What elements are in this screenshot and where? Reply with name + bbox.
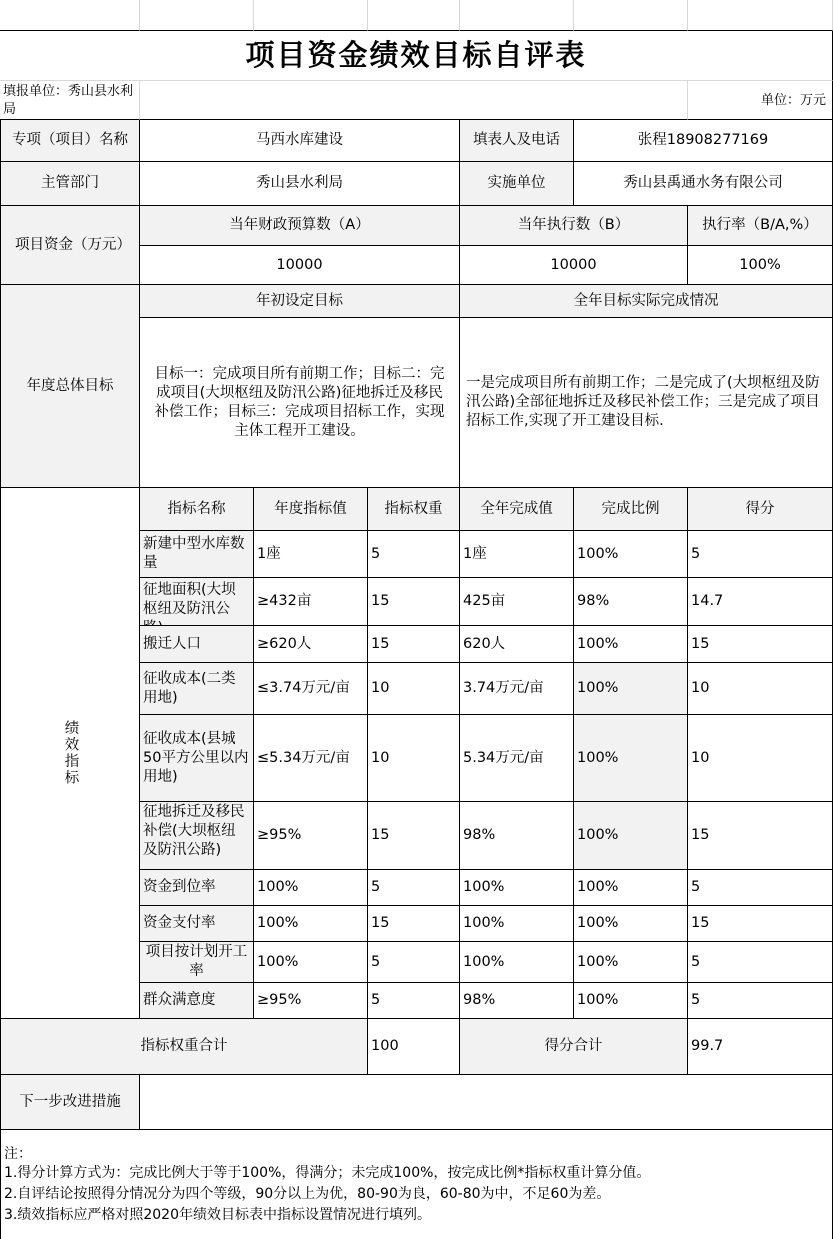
grid-cell: [140, 0, 254, 31]
indicator-weight: 5: [368, 983, 460, 1019]
indicator-weight: 10: [368, 715, 460, 802]
indicator-weight: 15: [368, 906, 460, 942]
indicator-name: 群众满意度: [140, 983, 254, 1019]
next-steps-label: 下一步改进措施: [0, 1075, 140, 1130]
unit-label: 单位：万元: [688, 81, 833, 120]
impl-label: 实施单位: [460, 162, 574, 206]
indicator-ratio: 100%: [574, 906, 688, 942]
project-value: 马西水库建设: [140, 120, 460, 162]
indicator-target: 100%: [254, 870, 368, 906]
budget-label: 当年财政预算数（A）: [140, 206, 460, 246]
indicator-target: 100%: [254, 906, 368, 942]
indicator-target: ≥95%: [254, 802, 368, 870]
note-line-3: 3.绩效指标应严格对照2020年绩效目标表中指标设置情况进行填列。: [4, 1207, 431, 1223]
indicator-actual: 5.34万元/亩: [460, 715, 574, 802]
indicators-label-text: 绩效指标: [62, 720, 79, 786]
indicator-name: 项目按计划开工率: [140, 942, 254, 983]
goals-label: 年度总体目标: [0, 285, 140, 488]
indicator-name: 征收成本(县城50平方公里以内用地): [140, 715, 254, 802]
grid-cell: [254, 0, 368, 31]
col-header-score: 得分: [688, 488, 833, 531]
indicator-actual: 620人: [460, 626, 574, 663]
goals-set-label: 年初设定目标: [140, 285, 460, 318]
filler-value: 张程18908277169: [574, 120, 833, 162]
rate-value: 100%: [688, 246, 833, 285]
indicator-weight: 15: [368, 578, 460, 626]
note-line-2: 2.自评结论按照得分情况分为四个等级，90分以上为优，80-90为良，60-80为中，不足60为差。: [4, 1186, 611, 1202]
col-header-actual: 全年完成值: [460, 488, 574, 531]
indicator-weight: 5: [368, 942, 460, 983]
next-steps-value: [140, 1075, 833, 1130]
col-header-ratio: 完成比例: [574, 488, 688, 531]
note-line-1: 1.得分计算方式为：完成比例大于等于100%，得满分；未完成100%，按完成比例*指标权重计算分值。: [4, 1165, 651, 1181]
grid-cell: [368, 0, 460, 31]
indicator-ratio: 100%: [574, 715, 688, 802]
indicator-weight: 15: [368, 802, 460, 870]
grid-cell: [0, 0, 140, 31]
indicator-ratio: 98%: [574, 578, 688, 626]
project-label: 专项（项目）名称: [0, 120, 140, 162]
goals-actual-label: 全年目标实际完成情况: [460, 285, 833, 318]
filler-label: 填表人及电话: [460, 120, 574, 162]
indicator-name: 搬迁人口: [140, 626, 254, 663]
indicator-weight: 5: [368, 870, 460, 906]
indicator-ratio: 100%: [574, 983, 688, 1019]
report-unit: 填报单位：秀山县水利局: [0, 81, 140, 120]
indicator-score: 5: [688, 942, 833, 983]
impl-value: 秀山县禹通水务有限公司: [574, 162, 833, 206]
funds-label: 项目资金（万元）: [0, 206, 140, 285]
indicator-name: 新建中型水库数量: [140, 531, 254, 578]
indicator-actual: 98%: [460, 802, 574, 870]
indicator-score: 5: [688, 983, 833, 1019]
indicator-actual: 3.74万元/亩: [460, 663, 574, 715]
goals-actual-text: 一是完成项目所有前期工作；二是完成了(大坝枢纽及防汛公路)全部征地拆迁及移民补偿工作；三是完成了项目招标工作,实现了开工建设目标.: [460, 318, 833, 488]
grid-cell: [574, 0, 688, 31]
goals-set-text: 目标一：完成项目所有前期工作；目标二：完成项目(大坝枢纽及防汛公路)征地拆迁及移民补偿工作；目标三：完成项目招标工作，实现主体工程开工建设。: [140, 318, 460, 488]
indicator-ratio: 100%: [574, 626, 688, 663]
score-total-value: 99.7: [688, 1019, 833, 1075]
indicator-name: 征收成本(二类用地): [140, 663, 254, 715]
exec-value: 10000: [460, 246, 688, 285]
indicator-weight: 10: [368, 663, 460, 715]
indicator-score: 14.7: [688, 578, 833, 626]
indicators-label: [0, 488, 140, 1019]
indicator-score: 5: [688, 870, 833, 906]
indicator-target: 1座: [254, 531, 368, 578]
indicator-actual: 100%: [460, 942, 574, 983]
indicator-target: ≥95%: [254, 983, 368, 1019]
grid-cell: [140, 81, 688, 120]
indicator-target: ≥432亩: [254, 578, 368, 626]
indicator-target: ≤5.34万元/亩: [254, 715, 368, 802]
grid-cell: [460, 0, 574, 31]
budget-value: 10000: [140, 246, 460, 285]
indicator-target: ≤3.74万元/亩: [254, 663, 368, 715]
col-header-name: 指标名称: [140, 488, 254, 531]
indicator-score: 10: [688, 663, 833, 715]
col-header-target: 年度指标值: [254, 488, 368, 531]
indicator-score: 15: [688, 802, 833, 870]
indicator-score: 15: [688, 626, 833, 663]
weight-total-label: 指标权重合计: [0, 1019, 368, 1075]
indicator-score: 10: [688, 715, 833, 802]
exec-label: 当年执行数（B）: [460, 206, 688, 246]
indicator-name: 征地拆迁及移民补偿(大坝枢纽及防汛公路): [140, 802, 254, 870]
page-title: 项目资金绩效目标自评表: [0, 31, 833, 81]
indicator-ratio: 100%: [574, 942, 688, 983]
indicator-name: 资金到位率: [140, 870, 254, 906]
indicator-target: ≥620人: [254, 626, 368, 663]
indicator-ratio: 100%: [574, 531, 688, 578]
grid-cell: [688, 0, 833, 31]
note-header: 注：: [4, 1146, 32, 1162]
indicator-name: 征地面积(大坝枢纽及防汛公: [140, 578, 254, 626]
indicator-actual: 100%: [460, 870, 574, 906]
col-header-weight: 指标权重: [368, 488, 460, 531]
indicator-actual: 98%: [460, 983, 574, 1019]
weight-total-value: 100: [368, 1019, 460, 1075]
indicator-target: 100%: [254, 942, 368, 983]
indicator-weight: 15: [368, 626, 460, 663]
indicator-ratio: 100%: [574, 870, 688, 906]
indicator-name: 资金支付率: [140, 906, 254, 942]
indicator-score: 15: [688, 906, 833, 942]
indicator-actual: 425亩: [460, 578, 574, 626]
indicator-ratio: 100%: [574, 663, 688, 715]
rate-label: 执行率（B/A,%）: [688, 206, 833, 246]
indicator-actual: 1座: [460, 531, 574, 578]
dept-value: 秀山县水利局: [140, 162, 460, 206]
indicator-ratio: 100%: [574, 802, 688, 870]
indicator-actual: 100%: [460, 906, 574, 942]
score-total-label: 得分合计: [460, 1019, 688, 1075]
indicator-score: 5: [688, 531, 833, 578]
indicator-weight: 5: [368, 531, 460, 578]
dept-label: 主管部门: [0, 162, 140, 206]
